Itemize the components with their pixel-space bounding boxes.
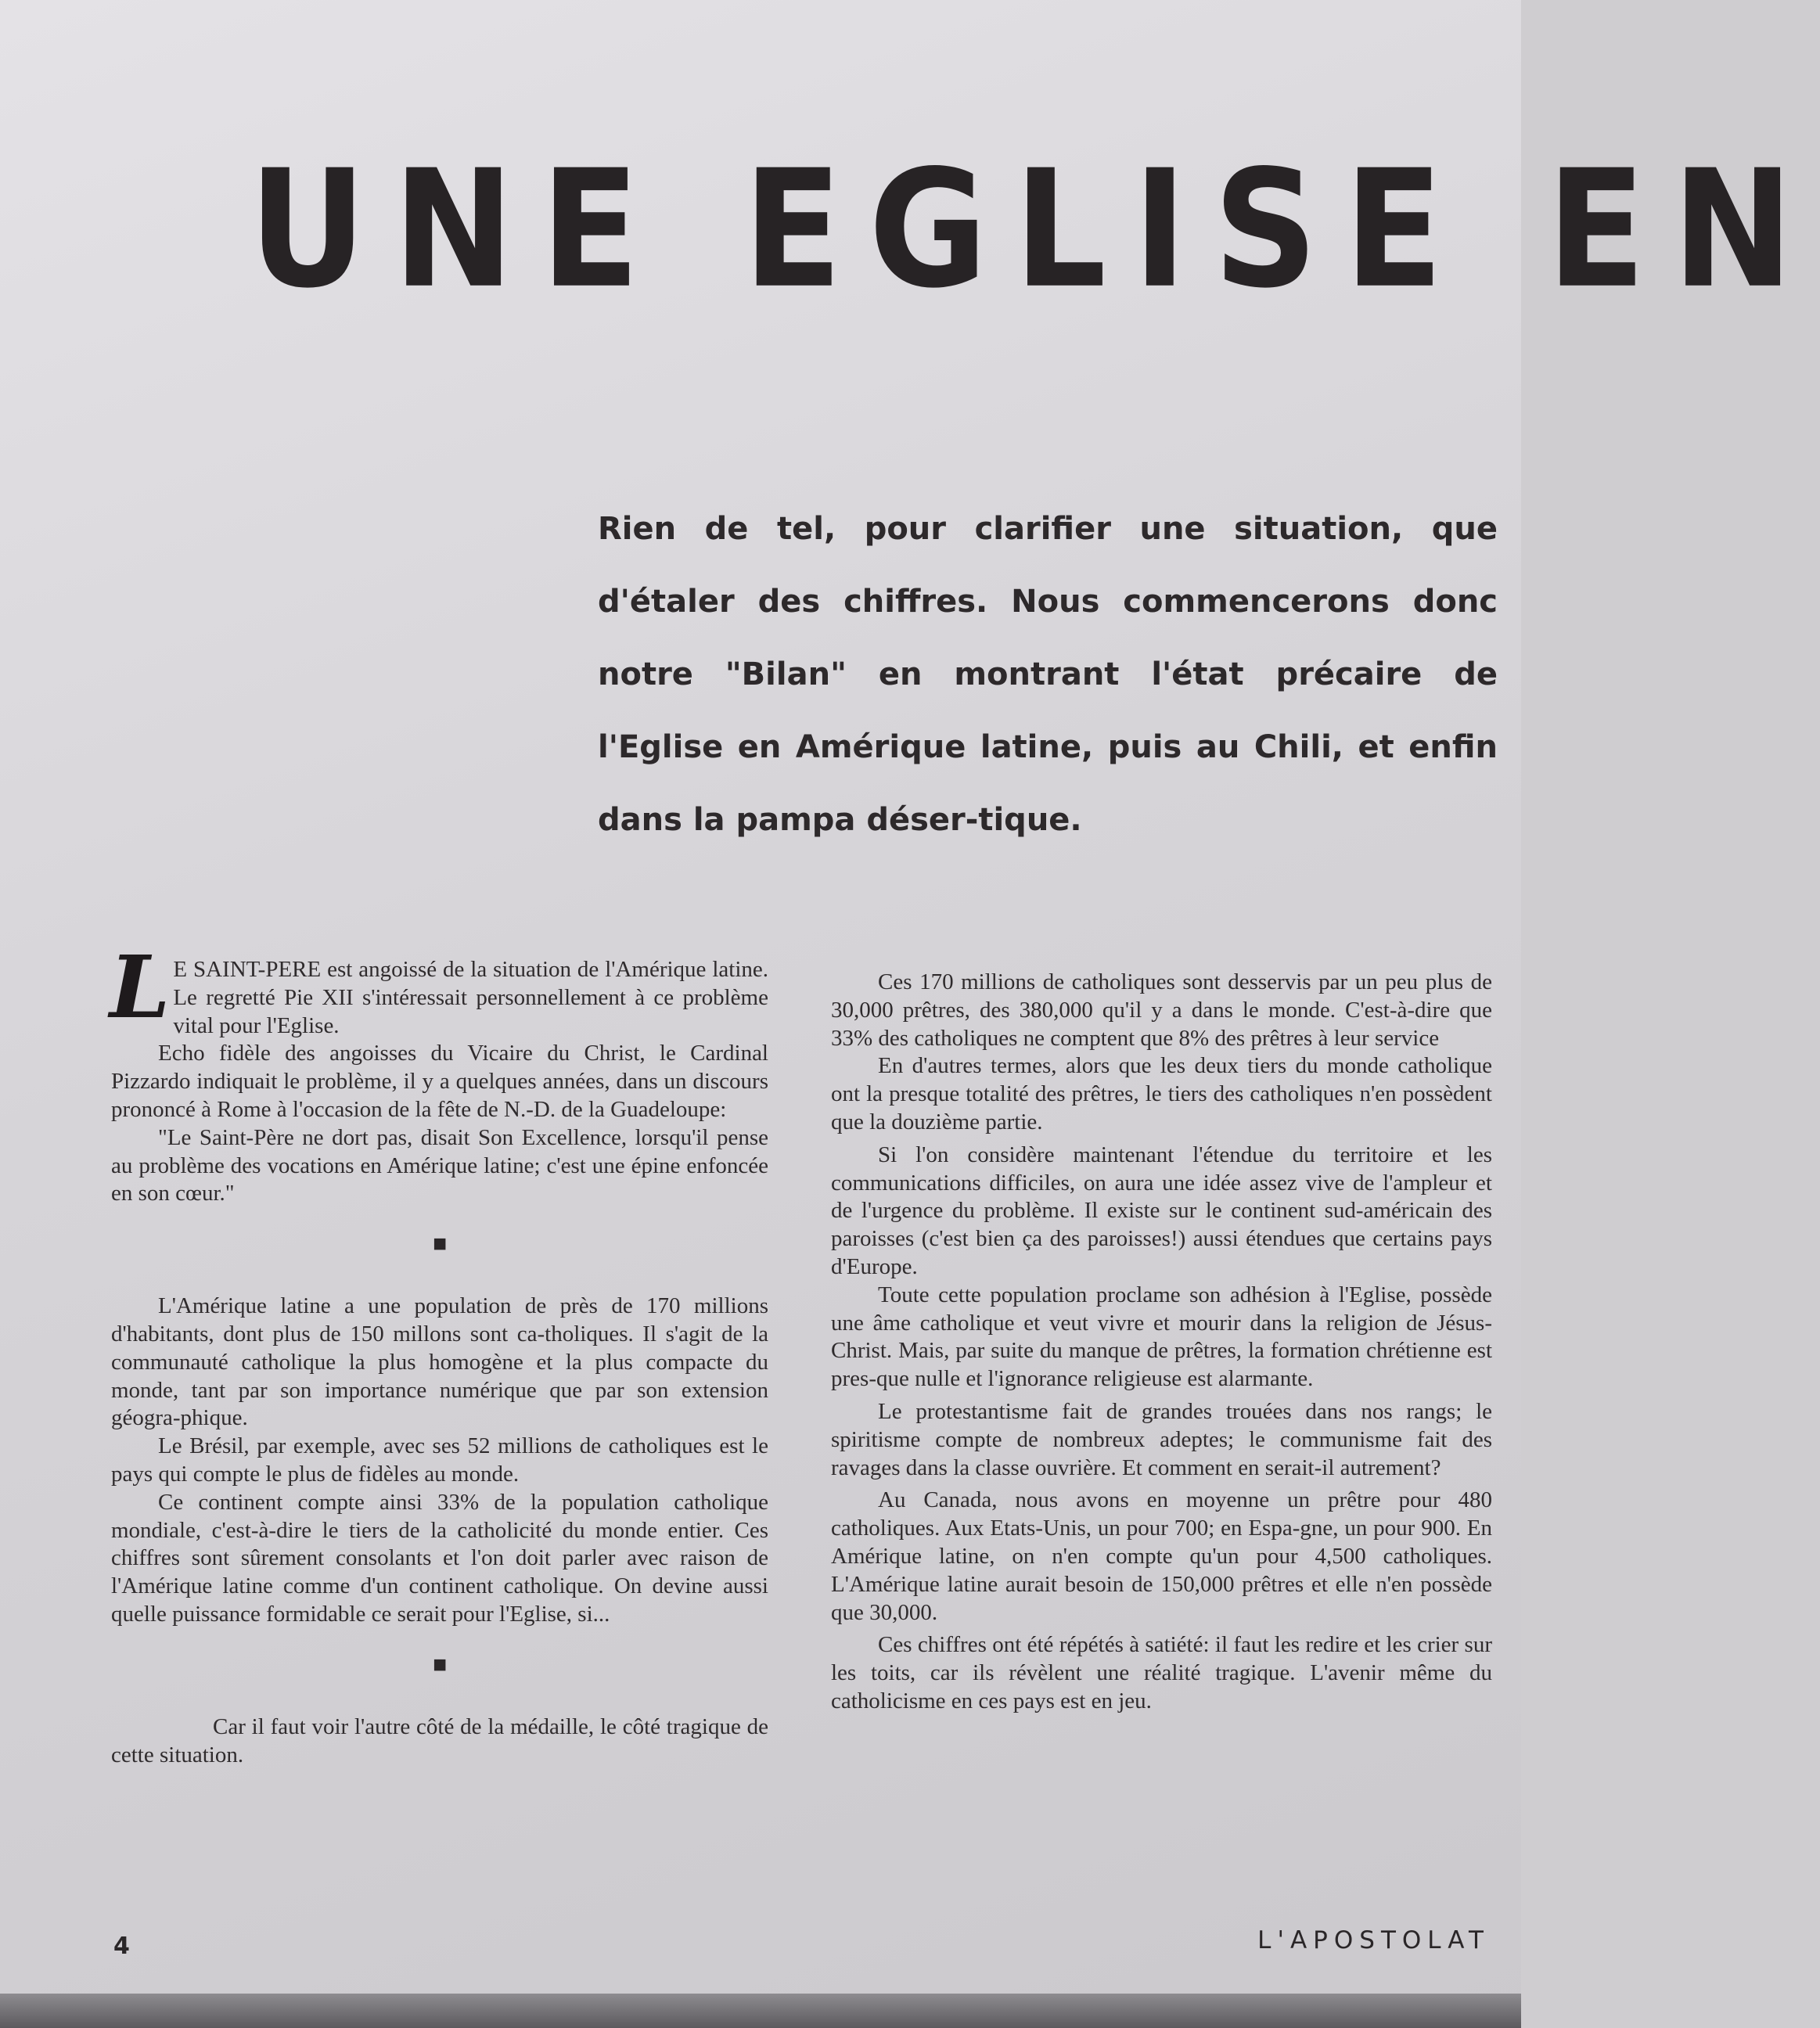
left-paragraph-5: Le Brésil, par exemple, avec ses 52 millions de catholiques est le pays qui compte le plus de fidèles au monde. bbox=[111, 1433, 768, 1487]
left-paragraph-quote: "Le Saint-Père ne dort pas, disait Son Excellence, lorsqu'il pense au problème des vocations en Amérique latine; c'est une épine enfoncée en son cœur." bbox=[111, 1124, 768, 1206]
article-headline: UNE EGLISE EN bbox=[249, 135, 1820, 324]
opening-paragraph bbox=[110, 937, 768, 1040]
page-number: 4 bbox=[113, 1933, 130, 1960]
left-paragraph-7: Car il faut voir l'autre côté de la médaille, le côté tragique de cette situation. bbox=[111, 1713, 768, 1767]
right-paragraph-1: Ces 170 millions de catholiques sont desservis par un peu plus de 30,000 prêtres, des 380,000 qu'il y a dans le monde. C'est-à-dire que 33% des catholiques ne comptent que 8% des prêtres à leur service bbox=[831, 969, 1492, 1051]
left-paragraph-6: Ce continent compte ainsi 33% de la population catholique mondiale, c'est-à-dire le tiers de la catholicité du monde entier. Ces chiffres sont sûrement consolants et l'on doit parler avec raison de l'Amérique latine comme d'un continent catholique. On devine aussi quelle puissance formidable ce serait pour l'Eglise, si... bbox=[111, 1489, 768, 1627]
left-paragraph-2: Echo fidèle des angoisses du Vicaire du Christ, le Cardinal Pizzardo indiquait le problème, il y a quelques années, dans un discours prononcé à Rome à l'occasion de la fête de N.-D. de la Guadeloupe: bbox=[111, 1041, 768, 1122]
left-paragraph-4: L'Amérique latine a une population de près de 170 millions d'habitants, dont plus de 150 millons sont ca-tholiques. Il s'agit de la communauté catholique la plus homogène et la plus compacte du monde, tant par son importance numérique que par son extension géogra-phique. bbox=[111, 1293, 768, 1431]
left-column bbox=[110, 937, 768, 1769]
magazine-name: L'APOSTOLAT bbox=[1257, 1926, 1490, 1954]
right-paragraph-6: Au Canada, nous avons en moyenne un prêtre pour 480 catholiques. Aux Etats-Unis, un pour 700; en Espa-gne, un pour 900. En Amérique latine, on n'en compte qu'un pour 4,500 catholiques. L'Amérique latine aurait besoin de 150,000 prêtres et elle n'en possède que 30,000. bbox=[831, 1487, 1492, 1625]
right-paragraph-2: En d'autres termes, alors que les deux tiers du monde catholique ont la presque totalité des prêtres, le tiers des catholiques n'en possèdent que la douzième partie. bbox=[831, 1053, 1492, 1134]
right-paragraph-7: Ces chiffres ont été répétés à satiété: il faut les redire et les crier sur les toits, car ils révèlent une réalité tragique. L'avenir même du catholicisme en ces pays est en jeu. bbox=[831, 1632, 1492, 1713]
section-separator: ■ bbox=[432, 1231, 448, 1257]
right-paragraph-4: Toute cette population proclame son adhésion à l'Eglise, possède une âme catholique et veut vivre et mourir dans la religion de Jésus-Christ. Mais, par suite du manque de prêtres, la formation chrétienne est pres-que nulle et l'ignorance religieuse est alarmante. bbox=[831, 1282, 1492, 1392]
section-separator-2: ■ bbox=[432, 1651, 448, 1677]
right-paragraph-3: Si l'on considère maintenant l'étendue du territoire et les communications difficiles, on aura une idée assez vive de l'ampleur et de l'urgence du problème. Il existe sur le continent sud-américain des paroisses (c'est bien ça des paroisses!) aussi étendues que certains pays d'Europe. bbox=[831, 1142, 1492, 1279]
photo-bottom-edge bbox=[0, 1994, 1521, 2028]
article-intro: Rien de tel, pour clarifier une situation, que d'étaler des chiffres. Nous commencerons donc notre "Bilan" en montrant l'état précaire de l'Eglise en Amérique latine, puis au Chili, et enfin dans la pampa déser-tique. bbox=[598, 511, 1498, 838]
opening-paragraph-text: E SAINT-PERE est angoissé de la situation de l'Amérique latine. Le regretté Pie XII s'intéressait personnellement à ce problème vital pour l'Eglise. bbox=[173, 957, 768, 1038]
drop-cap: L bbox=[110, 937, 171, 1037]
right-column bbox=[831, 969, 1492, 1716]
right-paragraph-5: Le protestantisme fait de grandes trouées dans nos rangs; le spiritisme compte de nombreux adeptes; le communisme fait des ravages dans la classe ouvrière. Et comment en serait-il autrement? bbox=[831, 1398, 1492, 1480]
